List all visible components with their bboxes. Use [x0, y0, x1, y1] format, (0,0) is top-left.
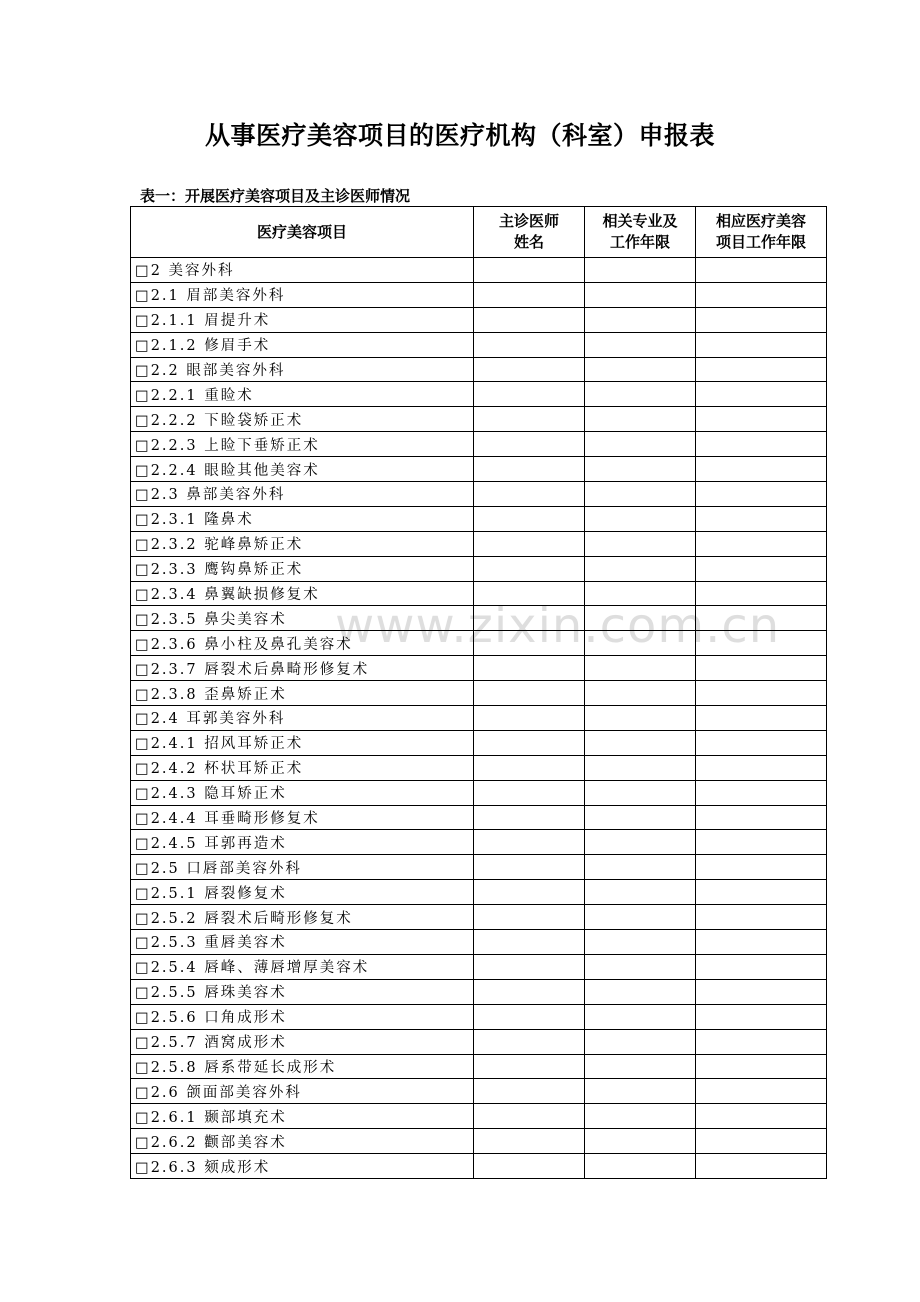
- header-doctor-name: 主诊医师 姓名: [474, 207, 585, 258]
- project-item-label: □2.5.8 唇系带延长成形术: [131, 1054, 474, 1079]
- table-row: [131, 706, 827, 731]
- specialty-years-cell[interactable]: [585, 282, 696, 307]
- specialty-years-cell[interactable]: [585, 382, 696, 407]
- project-item-label: □2.4.4 耳垂畸形修复术: [131, 805, 474, 830]
- project-years-cell[interactable]: [696, 730, 827, 755]
- table-row: [131, 830, 827, 855]
- project-item-label: □2.5.2 唇裂术后畸形修复术: [131, 905, 474, 930]
- project-item-label: □2.1 眉部美容外科: [131, 282, 474, 307]
- table-row: [131, 1129, 827, 1154]
- project-item-label: □2.5.7 酒窝成形术: [131, 1029, 474, 1054]
- doctor-name-cell[interactable]: [474, 357, 585, 382]
- project-item-label: □2.2.1 重睑术: [131, 382, 474, 407]
- project-years-cell[interactable]: [696, 258, 827, 283]
- table-row: [131, 307, 827, 332]
- project-years-cell[interactable]: [696, 482, 827, 507]
- project-years-cell[interactable]: [696, 457, 827, 482]
- specialty-years-cell[interactable]: [585, 1129, 696, 1154]
- table-body: [131, 258, 827, 1179]
- specialty-years-cell[interactable]: [585, 855, 696, 880]
- specialty-years-cell[interactable]: [585, 954, 696, 979]
- doctor-name-cell[interactable]: [474, 706, 585, 731]
- doctor-name-cell[interactable]: [474, 1079, 585, 1104]
- project-item-label: □2.1.1 眉提升术: [131, 307, 474, 332]
- table-caption: 表一：开展医疗美容项目及主诊医师情况: [140, 187, 411, 205]
- project-item-label: □2.6.3 颏成形术: [131, 1154, 474, 1179]
- doctor-name-cell[interactable]: [474, 1054, 585, 1079]
- table-row: [131, 1004, 827, 1029]
- table-row: [131, 954, 827, 979]
- doctor-name-cell[interactable]: [474, 332, 585, 357]
- header-project-years: 相应医疗美容 项目工作年限: [696, 207, 827, 258]
- table-row: [131, 606, 827, 631]
- specialty-years-cell[interactable]: [585, 606, 696, 631]
- doctor-name-cell[interactable]: [474, 556, 585, 581]
- project-item-label: □2.4 耳郭美容外科: [131, 706, 474, 731]
- project-item-label: □2.4.2 杯状耳矫正术: [131, 755, 474, 780]
- project-years-cell[interactable]: [696, 1054, 827, 1079]
- project-item-label: □2.3.6 鼻小柱及鼻孔美容术: [131, 631, 474, 656]
- doctor-name-cell[interactable]: [474, 382, 585, 407]
- project-item-label: □2.2.4 眼睑其他美容术: [131, 457, 474, 482]
- specialty-years-cell[interactable]: [585, 830, 696, 855]
- doctor-name-cell[interactable]: [474, 1104, 585, 1129]
- project-years-cell[interactable]: [696, 880, 827, 905]
- specialty-years-cell[interactable]: [585, 506, 696, 531]
- specialty-years-cell[interactable]: [585, 905, 696, 930]
- doctor-name-cell[interactable]: [474, 407, 585, 432]
- project-item-label: □2.5 口唇部美容外科: [131, 855, 474, 880]
- doctor-name-cell[interactable]: [474, 905, 585, 930]
- project-years-cell[interactable]: [696, 556, 827, 581]
- table-row: [131, 930, 827, 955]
- doctor-name-cell[interactable]: [474, 432, 585, 457]
- project-years-cell[interactable]: [696, 282, 827, 307]
- specialty-years-cell[interactable]: [585, 706, 696, 731]
- project-item-label: □2.3.4 鼻翼缺损修复术: [131, 581, 474, 606]
- project-item-label: □2.3.3 鹰钩鼻矫正术: [131, 556, 474, 581]
- specialty-years-cell[interactable]: [585, 631, 696, 656]
- project-item-label: □2.4.5 耳郭再造术: [131, 830, 474, 855]
- doctor-name-cell[interactable]: [474, 1129, 585, 1154]
- specialty-years-cell[interactable]: [585, 258, 696, 283]
- project-years-cell[interactable]: [696, 506, 827, 531]
- project-item-label: □2.2.3 上睑下垂矫正术: [131, 432, 474, 457]
- project-years-cell[interactable]: [696, 407, 827, 432]
- doctor-name-cell[interactable]: [474, 631, 585, 656]
- application-table: [130, 206, 827, 1179]
- project-item-label: □2.2.2 下睑袋矫正术: [131, 407, 474, 432]
- project-years-cell[interactable]: [696, 432, 827, 457]
- specialty-years-cell[interactable]: [585, 1054, 696, 1079]
- table-row: [131, 755, 827, 780]
- watermark: www.zixin.com.cn: [335, 598, 781, 654]
- project-years-cell[interactable]: [696, 531, 827, 556]
- table-row: [131, 407, 827, 432]
- table-row: [131, 457, 827, 482]
- project-years-cell[interactable]: [696, 631, 827, 656]
- doctor-name-cell[interactable]: [474, 1154, 585, 1179]
- project-item-label: □2.6.1 颞部填充术: [131, 1104, 474, 1129]
- document-title: 从事医疗美容项目的医疗机构（科室）申报表: [204, 121, 715, 150]
- project-years-cell[interactable]: [696, 905, 827, 930]
- doctor-name-cell[interactable]: [474, 681, 585, 706]
- project-item-label: □2 美容外科: [131, 258, 474, 283]
- header-specialty-years: 相关专业及 工作年限: [585, 207, 696, 258]
- header-project: 医疗美容项目: [131, 207, 474, 258]
- project-years-cell[interactable]: [696, 307, 827, 332]
- doctor-name-cell[interactable]: [474, 805, 585, 830]
- table-row: [131, 556, 827, 581]
- project-years-cell[interactable]: [696, 1154, 827, 1179]
- doctor-name-cell[interactable]: [474, 1029, 585, 1054]
- doctor-name-cell[interactable]: [474, 855, 585, 880]
- project-years-cell[interactable]: [696, 581, 827, 606]
- doctor-name-cell[interactable]: [474, 258, 585, 283]
- table-row: [131, 805, 827, 830]
- doctor-name-cell[interactable]: [474, 1004, 585, 1029]
- specialty-years-cell[interactable]: [585, 531, 696, 556]
- project-years-cell[interactable]: [696, 755, 827, 780]
- table-row: [131, 1079, 827, 1104]
- project-item-label: □2.6 颌面部美容外科: [131, 1079, 474, 1104]
- specialty-years-cell[interactable]: [585, 1079, 696, 1104]
- specialty-years-cell[interactable]: [585, 930, 696, 955]
- project-item-label: □2.5.4 唇峰、薄唇增厚美容术: [131, 954, 474, 979]
- doctor-name-cell[interactable]: [474, 755, 585, 780]
- doctor-name-cell[interactable]: [474, 979, 585, 1004]
- specialty-years-cell[interactable]: [585, 1029, 696, 1054]
- specialty-years-cell[interactable]: [585, 457, 696, 482]
- doctor-name-cell[interactable]: [474, 482, 585, 507]
- project-years-cell[interactable]: [696, 382, 827, 407]
- doctor-name-cell[interactable]: [474, 506, 585, 531]
- project-item-label: □2.5.6 口角成形术: [131, 1004, 474, 1029]
- project-item-label: □2.3.8 歪鼻矫正术: [131, 681, 474, 706]
- doctor-name-cell[interactable]: [474, 282, 585, 307]
- table-row: [131, 581, 827, 606]
- specialty-years-cell[interactable]: [585, 581, 696, 606]
- project-years-cell[interactable]: [696, 805, 827, 830]
- table-row: [131, 382, 827, 407]
- table-row: [131, 332, 827, 357]
- specialty-years-cell[interactable]: [585, 1104, 696, 1129]
- project-item-label: □2.5.3 重唇美容术: [131, 930, 474, 955]
- specialty-years-cell[interactable]: [585, 357, 696, 382]
- table-row: [131, 1154, 827, 1179]
- project-years-cell[interactable]: [696, 656, 827, 681]
- specialty-years-cell[interactable]: [585, 755, 696, 780]
- doctor-name-cell[interactable]: [474, 457, 585, 482]
- project-item-label: □2.3 鼻部美容外科: [131, 482, 474, 507]
- table-row: [131, 1104, 827, 1129]
- table-row: [131, 282, 827, 307]
- specialty-years-cell[interactable]: [585, 407, 696, 432]
- doctor-name-cell[interactable]: [474, 880, 585, 905]
- specialty-years-cell[interactable]: [585, 730, 696, 755]
- project-years-cell[interactable]: [696, 706, 827, 731]
- project-item-label: □2.2 眼部美容外科: [131, 357, 474, 382]
- doctor-name-cell[interactable]: [474, 954, 585, 979]
- project-years-cell[interactable]: [696, 930, 827, 955]
- table-row: [131, 780, 827, 805]
- doctor-name-cell[interactable]: [474, 730, 585, 755]
- specialty-years-cell[interactable]: [585, 979, 696, 1004]
- table-row: [131, 730, 827, 755]
- project-years-cell[interactable]: [696, 1129, 827, 1154]
- doctor-name-cell[interactable]: [474, 656, 585, 681]
- project-years-cell[interactable]: [696, 1079, 827, 1104]
- project-years-cell[interactable]: [696, 681, 827, 706]
- doctor-name-cell[interactable]: [474, 581, 585, 606]
- project-years-cell[interactable]: [696, 606, 827, 631]
- specialty-years-cell[interactable]: [585, 805, 696, 830]
- table-row: [131, 979, 827, 1004]
- table-row: [131, 432, 827, 457]
- doctor-name-cell[interactable]: [474, 930, 585, 955]
- project-years-cell[interactable]: [696, 1004, 827, 1029]
- project-item-label: □2.6.2 颧部美容术: [131, 1129, 474, 1154]
- project-item-label: □2.3.1 隆鼻术: [131, 506, 474, 531]
- table-row: [131, 1054, 827, 1079]
- table-row: [131, 631, 827, 656]
- project-years-cell[interactable]: [696, 357, 827, 382]
- project-item-label: □2.3.7 唇裂术后鼻畸形修复术: [131, 656, 474, 681]
- specialty-years-cell[interactable]: [585, 482, 696, 507]
- project-item-label: □2.3.2 驼峰鼻矫正术: [131, 531, 474, 556]
- table-row: [131, 482, 827, 507]
- project-item-label: □2.5.5 唇珠美容术: [131, 979, 474, 1004]
- project-item-label: □2.4.1 招风耳矫正术: [131, 730, 474, 755]
- table-row: [131, 531, 827, 556]
- project-years-cell[interactable]: [696, 780, 827, 805]
- project-item-label: □2.4.3 隐耳矫正术: [131, 780, 474, 805]
- table-row: [131, 855, 827, 880]
- table-row: [131, 880, 827, 905]
- project-years-cell[interactable]: [696, 332, 827, 357]
- specialty-years-cell[interactable]: [585, 556, 696, 581]
- table-header-row: [131, 207, 827, 258]
- doctor-name-cell[interactable]: [474, 830, 585, 855]
- doctor-name-cell[interactable]: [474, 307, 585, 332]
- project-years-cell[interactable]: [696, 954, 827, 979]
- project-item-label: □2.3.5 鼻尖美容术: [131, 606, 474, 631]
- table-row: [131, 1029, 827, 1054]
- specialty-years-cell[interactable]: [585, 656, 696, 681]
- doctor-name-cell[interactable]: [474, 780, 585, 805]
- table-row: [131, 656, 827, 681]
- specialty-years-cell[interactable]: [585, 332, 696, 357]
- specialty-years-cell[interactable]: [585, 880, 696, 905]
- specialty-years-cell[interactable]: [585, 1154, 696, 1179]
- table-row: [131, 681, 827, 706]
- project-years-cell[interactable]: [696, 1029, 827, 1054]
- project-years-cell[interactable]: [696, 830, 827, 855]
- specialty-years-cell[interactable]: [585, 432, 696, 457]
- table-row: [131, 357, 827, 382]
- doctor-name-cell[interactable]: [474, 531, 585, 556]
- table-row: [131, 258, 827, 283]
- table-row: [131, 506, 827, 531]
- project-item-label: □2.1.2 修眉手术: [131, 332, 474, 357]
- specialty-years-cell[interactable]: [585, 681, 696, 706]
- table-row: [131, 905, 827, 930]
- specialty-years-cell[interactable]: [585, 1004, 696, 1029]
- specialty-years-cell[interactable]: [585, 780, 696, 805]
- project-years-cell[interactable]: [696, 979, 827, 1004]
- project-item-label: □2.5.1 唇裂修复术: [131, 880, 474, 905]
- project-years-cell[interactable]: [696, 1104, 827, 1129]
- specialty-years-cell[interactable]: [585, 307, 696, 332]
- project-years-cell[interactable]: [696, 855, 827, 880]
- doctor-name-cell[interactable]: [474, 606, 585, 631]
